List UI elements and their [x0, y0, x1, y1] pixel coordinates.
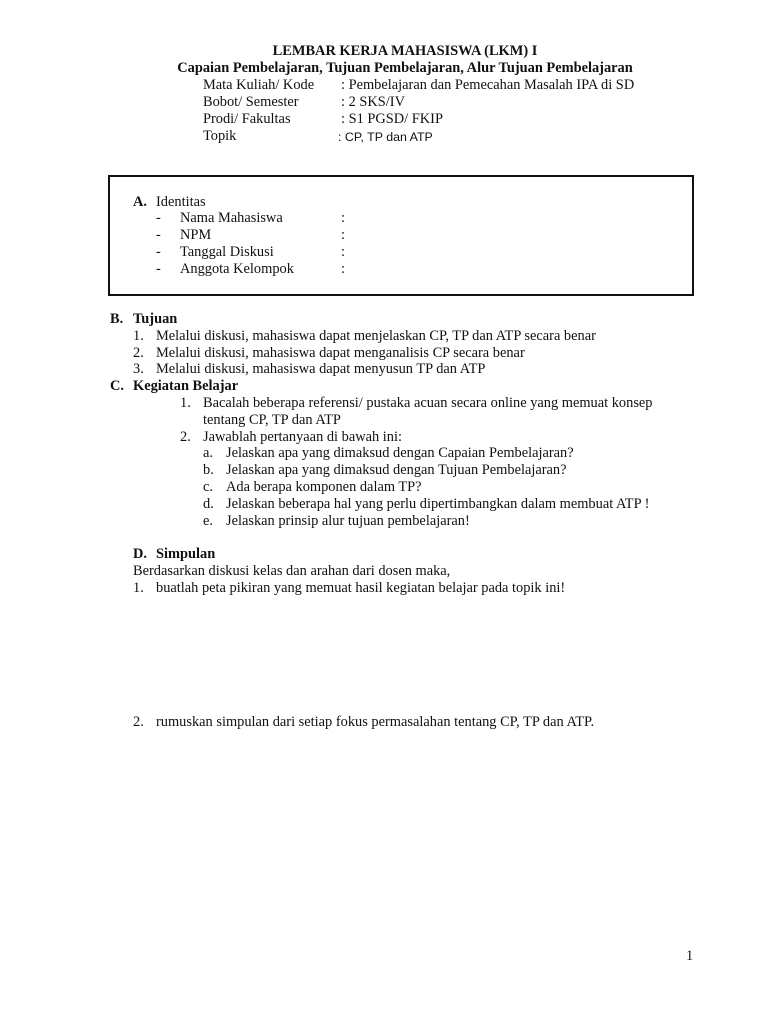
list-number: 1.: [180, 395, 191, 411]
field-label-date: Tanggal Diskusi: [180, 244, 274, 260]
list-number: 1.: [133, 580, 144, 596]
question-letter: b.: [203, 462, 214, 478]
section-a-marker: A.: [133, 194, 147, 210]
field-label-members: Anggota Kelompok: [180, 261, 294, 277]
list-item: Melalui diskusi, mahasiswa dapat menjelaskan CP, TP dan ATP secara benar: [156, 328, 596, 344]
question-text: Jelaskan beberapa hal yang perlu dipertimbangkan dalam membuat ATP !: [226, 496, 650, 512]
section-b-heading: Tujuan: [133, 311, 178, 327]
list-item: Melalui diskusi, mahasiswa dapat menyusun TP dan ATP: [156, 361, 486, 377]
field-dash: -: [156, 244, 161, 260]
field-label-npm: NPM: [180, 227, 212, 243]
document-title: LEMBAR KERJA MAHASISWA (LKM) I: [272, 43, 538, 59]
document-subtitle: Capaian Pembelajaran, Tujuan Pembelajaran, Alur Tujuan Pembelajaran: [177, 60, 633, 76]
list-item: rumuskan simpulan dari setiap fokus permasalahan tentang CP, TP dan ATP.: [156, 714, 595, 730]
section-a-heading: Identitas: [156, 194, 206, 210]
meta-value-program: : S1 PGSD/ FKIP: [341, 111, 443, 127]
list-number: 2.: [133, 345, 144, 361]
field-colon: :: [341, 244, 345, 260]
question-letter: c.: [203, 479, 213, 495]
section-d-marker: D.: [133, 546, 147, 562]
question-letter: e.: [203, 513, 213, 529]
question-text: Ada berapa komponen dalam TP?: [226, 479, 422, 495]
field-dash: -: [156, 261, 161, 277]
meta-label-topic: Topik: [203, 128, 237, 144]
list-item: Melalui diskusi, mahasiswa dapat menganalisis CP secara benar: [156, 345, 525, 361]
list-number: 2.: [180, 429, 191, 445]
list-number: 3.: [133, 361, 144, 377]
meta-value-course: : Pembelajaran dan Pemecahan Masalah IPA di SD: [341, 77, 635, 93]
meta-label-credits: Bobot/ Semester: [203, 94, 299, 110]
page-number: 1: [686, 948, 694, 964]
question-text: Jelaskan prinsip alur tujuan pembelajaran!: [226, 513, 470, 529]
section-c-marker: C.: [110, 378, 124, 394]
list-item-continuation: tentang CP, TP dan ATP: [203, 412, 341, 428]
section-b-marker: B.: [110, 311, 124, 327]
list-item: Jawablah pertanyaan di bawah ini:: [203, 429, 402, 445]
section-d-heading: Simpulan: [156, 546, 216, 562]
field-colon: :: [341, 227, 345, 243]
field-colon: :: [341, 210, 345, 226]
meta-value-credits: : 2 SKS/IV: [341, 94, 405, 110]
question-letter: d.: [203, 496, 214, 512]
question-text: Jelaskan apa yang dimaksud dengan Tujuan Pembelajaran?: [226, 462, 567, 478]
meta-label-program: Prodi/ Fakultas: [203, 111, 291, 127]
question-letter: a.: [203, 445, 213, 461]
list-number: 2.: [133, 714, 144, 730]
list-item: buatlah peta pikiran yang memuat hasil kegiatan belajar pada topik ini!: [156, 580, 566, 596]
field-label-name: Nama Mahasiswa: [180, 210, 283, 226]
field-dash: -: [156, 227, 161, 243]
list-item: Bacalah beberapa referensi/ pustaka acuan secara online yang memuat konsep: [203, 395, 653, 411]
question-text: Jelaskan apa yang dimaksud dengan Capaian Pembelajaran?: [226, 445, 574, 461]
section-d-intro: Berdasarkan diskusi kelas dan arahan dari dosen maka,: [133, 563, 451, 579]
list-number: 1.: [133, 328, 144, 344]
meta-label-course: Mata Kuliah/ Kode: [203, 77, 315, 93]
field-dash: -: [156, 210, 161, 226]
section-c-heading: Kegiatan Belajar: [133, 378, 239, 394]
field-colon: :: [341, 261, 345, 277]
meta-value-topic: : CP, TP dan ATP: [338, 130, 433, 144]
